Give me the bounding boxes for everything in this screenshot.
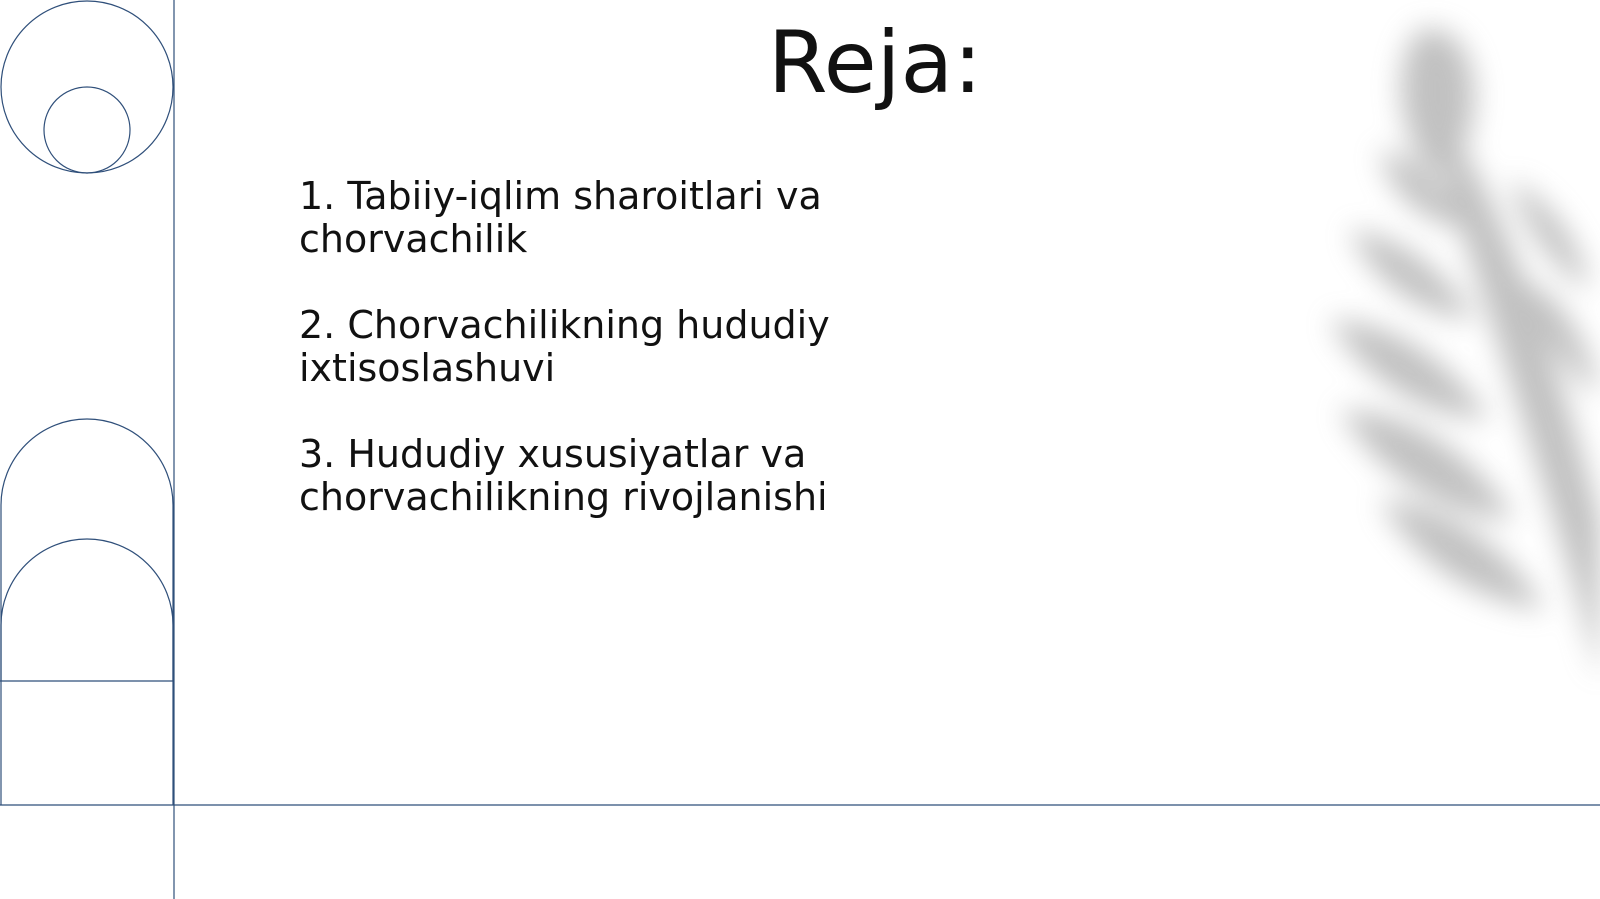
slide-title: Reja: xyxy=(767,13,983,113)
agenda-list xyxy=(299,175,899,562)
agenda-item: 2. Chorvachilikning hududiy ixtisoslashuvi xyxy=(299,303,830,390)
agenda-item: 3. Hududiy xususiyatlar va chorvachilikning rivojlanishi xyxy=(299,432,828,519)
agenda-item: 1. Tabiiy-iqlim sharoitlari va chorvachilik xyxy=(299,174,822,261)
